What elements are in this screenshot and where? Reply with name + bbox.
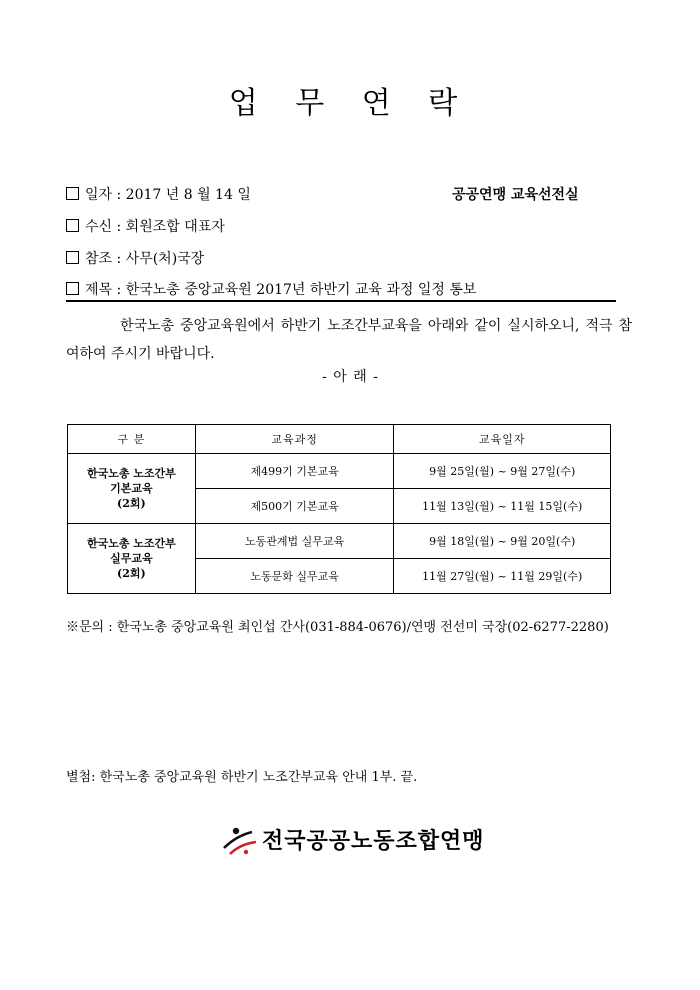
- column-header: 교육과정: [195, 425, 394, 454]
- schedule-table: [67, 424, 611, 594]
- divider: [66, 300, 616, 302]
- attachment-note: 별첨: 한국노총 중앙교육원 하반기 노조간부교육 안내 1부. 끝.: [66, 770, 418, 785]
- organization-logo: [222, 822, 522, 862]
- date-cell: 11월 13일(월) ~ 11월 15일(수): [394, 489, 611, 524]
- date-label: 일자 : 2017 년 8 월 14 일: [85, 187, 251, 203]
- reference-label: 참조 : 사무(처)국장: [85, 251, 205, 267]
- group-cell: [68, 454, 196, 524]
- group-name: 한국노총 노조간부: [86, 467, 176, 480]
- table-row: [68, 524, 611, 559]
- group-count: (2회): [117, 567, 146, 580]
- reference-line: [66, 248, 204, 268]
- subject-line: [66, 279, 476, 299]
- checkbox-icon: [66, 187, 79, 200]
- department-label: 공공연맹 교육선전실: [452, 187, 579, 203]
- course-cell: 제499기 기본교육: [195, 454, 394, 489]
- table-header-row: [68, 425, 611, 454]
- column-header: 교육일자: [394, 425, 611, 454]
- table-row: [68, 454, 611, 489]
- section-mark: - 아 래 -: [322, 369, 378, 385]
- date-cell: 9월 18일(월) ~ 9월 20일(수): [394, 524, 611, 559]
- recipient-label: 수신 : 회원조합 대표자: [85, 219, 225, 235]
- group-name: 한국노총 노조간부: [86, 537, 176, 550]
- group-count: (2회): [117, 497, 146, 510]
- course-cell: 제500기 기본교육: [195, 489, 394, 524]
- organization-name: 전국공공노동조합연맹: [262, 829, 485, 854]
- date-line: [66, 184, 251, 204]
- group-cell: [68, 524, 196, 594]
- date-cell: 9월 25일(월) ~ 9월 27일(수): [394, 454, 611, 489]
- checkbox-icon: [66, 219, 79, 232]
- logo-emblem-icon: [222, 822, 260, 862]
- group-type: 실무교육: [110, 552, 153, 565]
- course-cell: 노동문화 실무교육: [195, 559, 394, 594]
- document-title: 업 무 연 락: [228, 86, 472, 121]
- column-header: 구 분: [68, 425, 196, 454]
- date-cell: 11월 27일(월) ~ 11월 29일(수): [394, 559, 611, 594]
- group-type: 기본교육: [110, 482, 153, 495]
- checkbox-icon: [66, 251, 79, 264]
- recipient-line: [66, 216, 225, 236]
- body-paragraph: 한국노총 중앙교육원에서 하반기 노조간부교육을 아래와 같이 실시하오니, 적극 참여하여 주시기 바랍니다.: [66, 318, 632, 362]
- contact-note: ※문의 : 한국노총 중앙교육원 최인섭 간사(031-884-0676)/연맹 전선미 국장(02-6277-2280): [66, 620, 609, 635]
- checkbox-icon: [66, 282, 79, 295]
- subject-label: 제목 : 한국노총 중앙교육원 2017년 하반기 교육 과정 일정 통보: [85, 282, 477, 298]
- course-cell: 노동관계법 실무교육: [195, 524, 394, 559]
